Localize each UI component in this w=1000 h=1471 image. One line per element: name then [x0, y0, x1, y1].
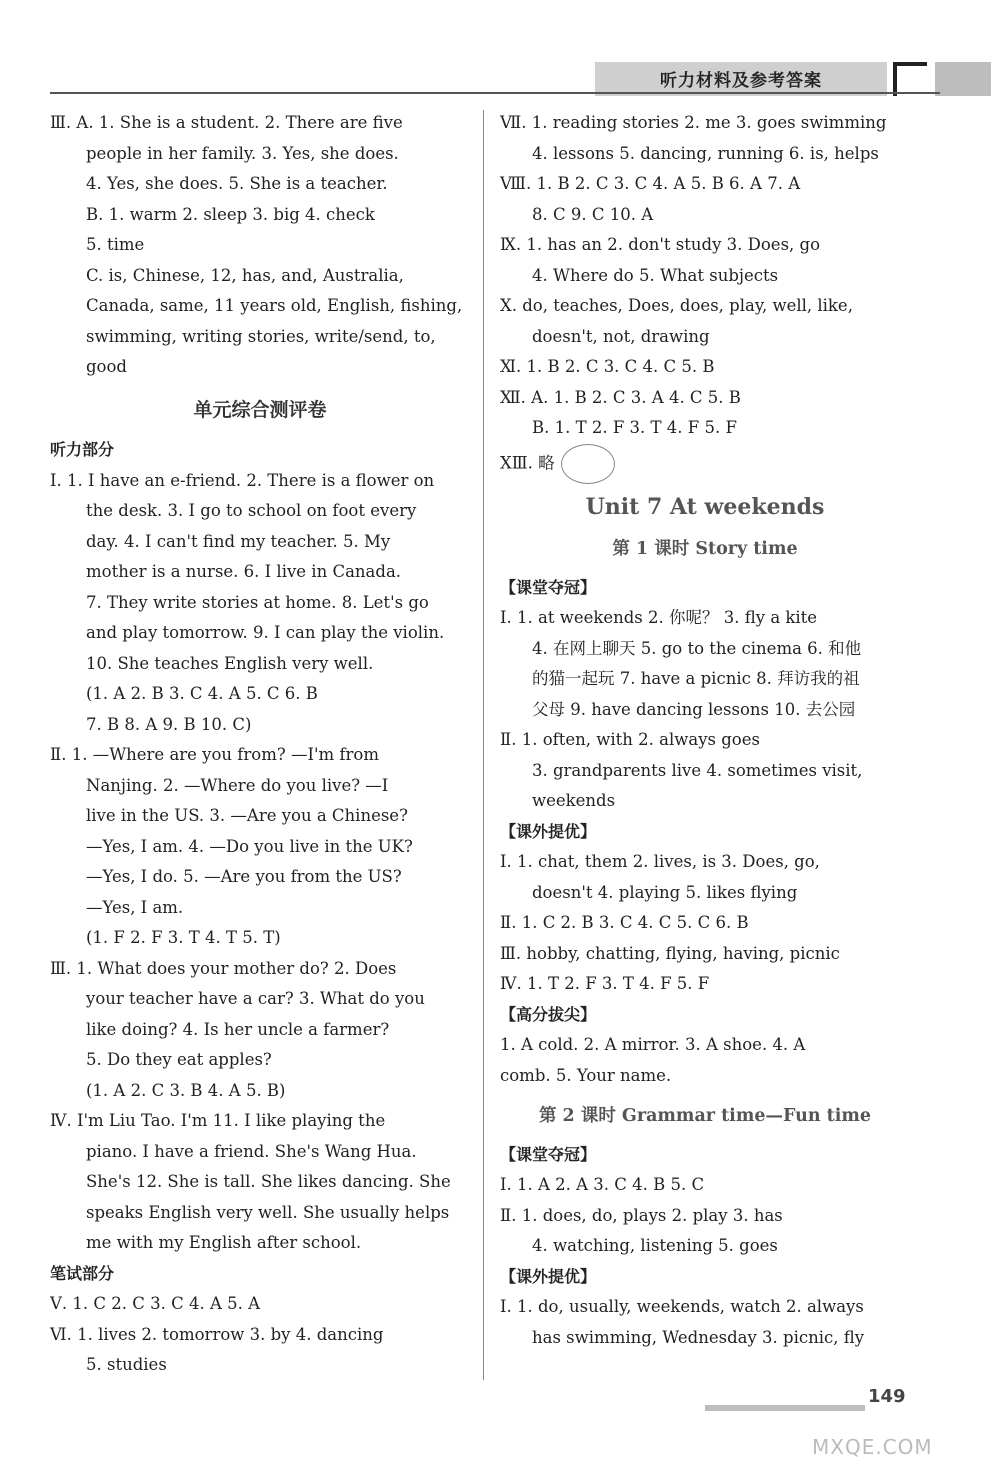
- answer-line: Ⅰ. 1. do, usually, weekends, watch 2. always: [500, 1297, 864, 1316]
- answer-line: Nanjing. 2. —Where do you live? —I: [86, 775, 389, 795]
- answer-line: (1. A 2. C 3. B 4. A 5. B): [86, 1080, 286, 1100]
- answer-line: Ⅶ. 1. reading stories 2. me 3. goes swimming: [500, 113, 887, 132]
- bracket-heading: 【高分拔尖】: [500, 1004, 597, 1024]
- answer-line: Ⅱ. 1. often, with 2. always goes: [500, 730, 760, 749]
- answer-line: Ⅳ. 1. T 2. F 3. T 4. F 5. F: [500, 974, 710, 993]
- bracket-heading: 【课堂夺冠】: [500, 577, 597, 597]
- answer-line: Canada, same, 11 years old, English, fishing,: [86, 296, 463, 315]
- section-title: 单元综合测评卷: [193, 398, 327, 421]
- answer-line: day. 4. I can't find my teacher. 5. My: [86, 531, 391, 551]
- answer-line: Ⅻ. A. 1. B 2. C 3. A 4. C 5. B: [500, 387, 741, 407]
- answer-line: 的猫一起玩 7. have a picnic 8. 拜访我的祖: [532, 669, 860, 688]
- subheading: 听力部分: [50, 440, 115, 459]
- answer-line: and play tomorrow. 9. I can play the violin.: [86, 623, 445, 642]
- answer-line: Ⅰ. 1. I have an e-friend. 2. There is a flower on: [50, 470, 435, 490]
- answer-line: mother is a nurse. 6. I live in Canada.: [86, 562, 402, 581]
- answer-line: 5. studies: [86, 1355, 167, 1374]
- answer-line: doesn't, not, drawing: [532, 326, 710, 346]
- answer-line: Ⅰ. 1. chat, them 2. lives, is 3. Does, go,: [500, 852, 820, 871]
- answer-line: speaks English very well. She usually helps: [86, 1202, 450, 1222]
- answer-line: weekends: [532, 791, 616, 810]
- answer-line: people in her family. 3. Yes, she does.: [86, 143, 399, 163]
- answer-line: —Yes, I do. 5. —Are you from the US?: [86, 867, 402, 886]
- answer-line: Ⅲ. hobby, chatting, flying, having, picnic: [500, 943, 840, 963]
- answer-line: has swimming, Wednesday 3. picnic, fly: [532, 1327, 865, 1347]
- answer-line: 7. B 8. A 9. B 10. C): [86, 714, 252, 734]
- header-rule: [50, 92, 940, 94]
- answer-line: Ⅰ. 1. at weekends 2. 你呢？ 3. fly a kite: [500, 608, 818, 627]
- unit-title: Unit 7 At weekends: [585, 493, 825, 520]
- answer-line: Ⅸ. 1. has an 2. don't study 3. Does, go: [500, 235, 821, 254]
- bracket-heading: 【课堂夺冠】: [500, 1144, 597, 1164]
- answer-line: your teacher have a car? 3. What do you: [86, 989, 425, 1008]
- answer-line: 4. watching, listening 5. goes: [532, 1236, 778, 1255]
- answer-line: 4. Yes, she does. 5. She is a teacher.: [86, 174, 388, 193]
- bracket-heading: 【课外提优】: [500, 1266, 597, 1286]
- answer-line: C. is, Chinese, 12, has, and, Australia,: [86, 265, 404, 285]
- column-divider: [483, 110, 484, 1380]
- answer-line: swimming, writing stories, write/send, to,: [86, 326, 436, 346]
- answer-line: Ⅱ. 1. does, do, plays 2. play 3. has: [500, 1205, 783, 1225]
- answer-line: 7. They write stories at home. 8. Let's go: [86, 592, 429, 612]
- answer-line: 5. Do they eat apples?: [86, 1050, 272, 1069]
- answer-line: me with my English after school.: [86, 1233, 362, 1252]
- right-column: [500, 108, 910, 1353]
- answer-line: Ⅲ. A. 1. She is a student. 2. There are five: [50, 113, 403, 132]
- answer-line: comb. 5. Your name.: [500, 1065, 672, 1085]
- answer-text: ⅩⅢ. 略: [500, 453, 555, 472]
- answer-line: Ⅹ. do, teaches, Does, does, play, well, like,: [500, 296, 853, 315]
- answer-line: 父母 9. have dancing lessons 10. 去公园: [532, 699, 856, 719]
- answer-line: 4. Where do 5. What subjects: [532, 265, 779, 285]
- answer-line: Ⅳ. I'm Liu Tao. I'm 11. I like playing the: [50, 1111, 386, 1130]
- answer-line: good: [86, 357, 127, 376]
- answer-line: doesn't 4. playing 5. likes flying: [532, 882, 798, 902]
- answer-line: piano. I have a friend. She's Wang Hua.: [86, 1141, 417, 1161]
- lesson-title: 第 2 课时 Grammar time—Fun time: [538, 1106, 872, 1126]
- answer-line: like doing? 4. Is her uncle a farmer?: [86, 1019, 390, 1039]
- stamp-icon: [561, 444, 615, 484]
- answer-line: 1. A cold. 2. A mirror. 3. A shoe. 4. A: [500, 1035, 806, 1054]
- answer-line: (1. F 2. F 3. T 4. T 5. T): [86, 928, 281, 947]
- header-title: 听力材料及参考答案: [660, 71, 822, 91]
- answer-line: She's 12. She is tall. She likes dancing. She: [86, 1172, 451, 1191]
- left-column: [50, 108, 470, 1381]
- bracket-heading: 【课外提优】: [500, 821, 597, 841]
- answer-line: Ⅰ. 1. A 2. A 3. C 4. B 5. C: [500, 1175, 705, 1194]
- answer-line: —Yes, I am.: [86, 897, 184, 917]
- answer-line: 4. lessons 5. dancing, running 6. is, helps: [532, 143, 879, 163]
- answer-line: Ⅱ. 1. —Where are you from? —I'm from: [50, 745, 379, 764]
- answer-line: [500, 444, 910, 484]
- answer-line: Ⅴ. 1. C 2. C 3. C 4. A 5. A: [50, 1294, 261, 1313]
- answer-line: live in the US. 3. —Are you a Chinese?: [86, 806, 408, 825]
- page-number: 149: [868, 1386, 906, 1407]
- watermark: MXQE.COM: [812, 1435, 933, 1459]
- subheading: 笔试部分: [50, 1263, 115, 1283]
- answer-line: Ⅵ. 1. lives 2. tomorrow 3. by 4. dancing: [50, 1324, 384, 1344]
- answer-line: the desk. 3. I go to school on foot every: [86, 501, 417, 520]
- answer-line: B. 1. T 2. F 3. T 4. F 5. F: [532, 418, 737, 437]
- answer-line: —Yes, I am. 4. —Do you live in the UK?: [86, 836, 413, 856]
- answer-line: 8. C 9. C 10. A: [532, 204, 654, 224]
- answer-line: 4. 在网上聊天 5. go to the cinema 6. 和他: [532, 638, 862, 658]
- answer-line: Ⅱ. 1. C 2. B 3. C 4. C 5. C 6. B: [500, 913, 749, 932]
- answer-line: Ⅷ. 1. B 2. C 3. C 4. A 5. B 6. A 7. A: [500, 174, 801, 193]
- answer-line: 5. time: [86, 235, 145, 254]
- answer-line: 10. She teaches English very well.: [86, 653, 374, 673]
- answer-line: Ⅲ. 1. What does your mother do? 2. Does: [50, 958, 397, 978]
- answer-line: 3. grandparents live 4. sometimes visit,: [532, 760, 863, 780]
- lesson-title: 第 1 课时 Story time: [612, 539, 798, 559]
- footer-bar: [705, 1405, 865, 1411]
- answer-line: (1. A 2. B 3. C 4. A 5. C 6. B: [86, 684, 318, 703]
- answer-line: B. 1. warm 2. sleep 3. big 4. check: [86, 204, 375, 224]
- answer-line: Ⅺ. 1. B 2. C 3. C 4. C 5. B: [500, 357, 715, 376]
